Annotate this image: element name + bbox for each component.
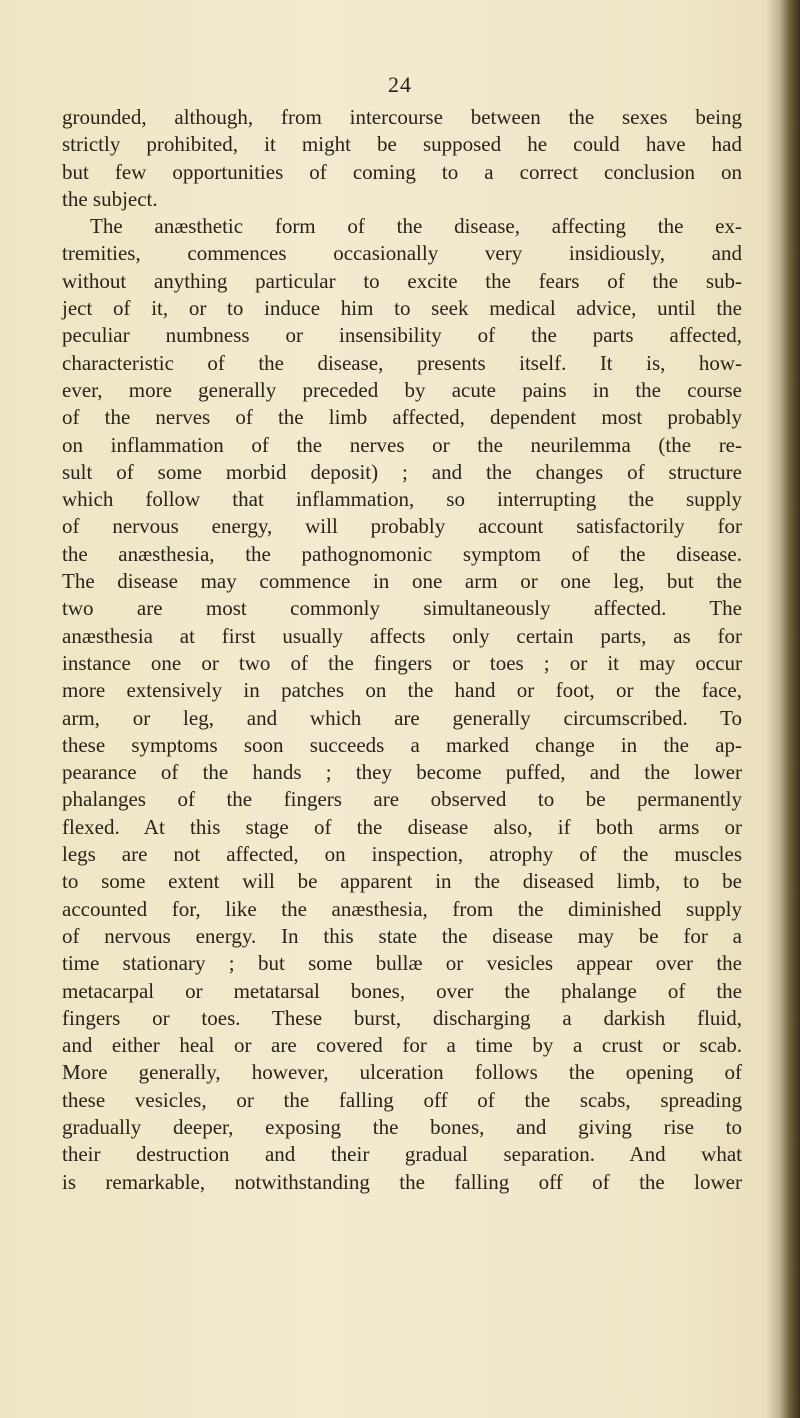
text-line: to some extent will be apparent in the diseased limb, to be xyxy=(62,869,742,894)
text-line: sult of some morbid deposit) ; and the changes of structure xyxy=(62,459,742,484)
text-line: ever, more generally preceded by acute pains in the course xyxy=(62,377,742,402)
text-line: time stationary ; but some bullæ or vesicles appear over the xyxy=(62,951,742,976)
text-line: instance one or two of the fingers or toes ; or it may occur xyxy=(62,650,742,675)
text-line: more extensively in patches on the hand or foot, or the face, xyxy=(62,678,742,703)
text-line: the subject. xyxy=(62,186,158,211)
text-line: More generally, however, ulceration follows the opening of xyxy=(62,1060,742,1085)
text-line: arm, or leg, and which are generally circumscribed. To xyxy=(62,705,742,730)
text-line: pearance of the hands ; they become puffed, and the lower xyxy=(62,760,742,785)
text-line: tremities, commences occasionally very insidiously, and xyxy=(62,241,742,266)
text-line: fingers or toes. These burst, discharging a darkish fluid, xyxy=(62,1005,742,1030)
text-line: characteristic of the disease, presents itself. It is, how- xyxy=(62,350,742,375)
text-line: accounted for, like the anæsthesia, from the diminished supply xyxy=(62,896,742,921)
text-line: the anæsthesia, the pathognomonic symptom of the disease. xyxy=(62,541,742,566)
text-line: gradually deeper, exposing the bones, and giving rise to xyxy=(62,1114,742,1139)
body-text xyxy=(62,104,742,1196)
text-line: and either heal or are covered for a time by a crust or scab. xyxy=(62,1033,742,1058)
text-line: without anything particular to excite the fears of the sub- xyxy=(62,268,742,293)
text-line: strictly prohibited, it might be supposed he could have had xyxy=(62,132,742,157)
text-line: is remarkable, notwithstanding the falling off of the lower xyxy=(62,1169,742,1194)
text-line: flexed. At this stage of the disease also, if both arms or xyxy=(62,814,742,839)
text-line: of nervous energy, will probably account satisfactorily for xyxy=(62,514,742,539)
text-line: which follow that inflammation, so interrupting the supply xyxy=(62,487,742,512)
text-line: on inflammation of the nerves or the neurilemma (the re- xyxy=(62,432,742,457)
text-line: ject of it, or to induce him to seek medical advice, until the xyxy=(62,296,742,321)
text-line: their destruction and their gradual separation. And what xyxy=(62,1142,742,1167)
page-number: 24 xyxy=(388,72,412,97)
text-line: The anæsthetic form of the disease, affecting the ex- xyxy=(90,214,742,239)
text-line: The disease may commence in one arm or one leg, but the xyxy=(62,569,742,594)
text-line: metacarpal or metatarsal bones, over the phalange of the xyxy=(62,978,742,1003)
text-line: peculiar numbness or insensibility of the parts affected, xyxy=(62,323,742,348)
text-line: of the nerves of the limb affected, dependent most probably xyxy=(62,405,742,430)
page-edge-shadow xyxy=(766,0,800,1418)
text-line: phalanges of the fingers are observed to be permanently xyxy=(62,787,742,812)
text-line: of nervous energy. In this state the disease may be for a xyxy=(62,923,742,948)
text-line: legs are not affected, on inspection, atrophy of the muscles xyxy=(62,842,742,867)
text-line: these vesicles, or the falling off of the scabs, spreading xyxy=(62,1087,742,1112)
text-line: two are most commonly simultaneously affected. The xyxy=(62,596,742,621)
text-line: grounded, although, from intercourse between the sexes being xyxy=(62,105,742,129)
text-line: these symptoms soon succeeds a marked change in the ap- xyxy=(62,732,742,757)
text-line: but few opportunities of coming to a correct conclusion on xyxy=(62,159,742,184)
text-line: anæsthesia at first usually affects only certain parts, as for xyxy=(62,623,742,648)
